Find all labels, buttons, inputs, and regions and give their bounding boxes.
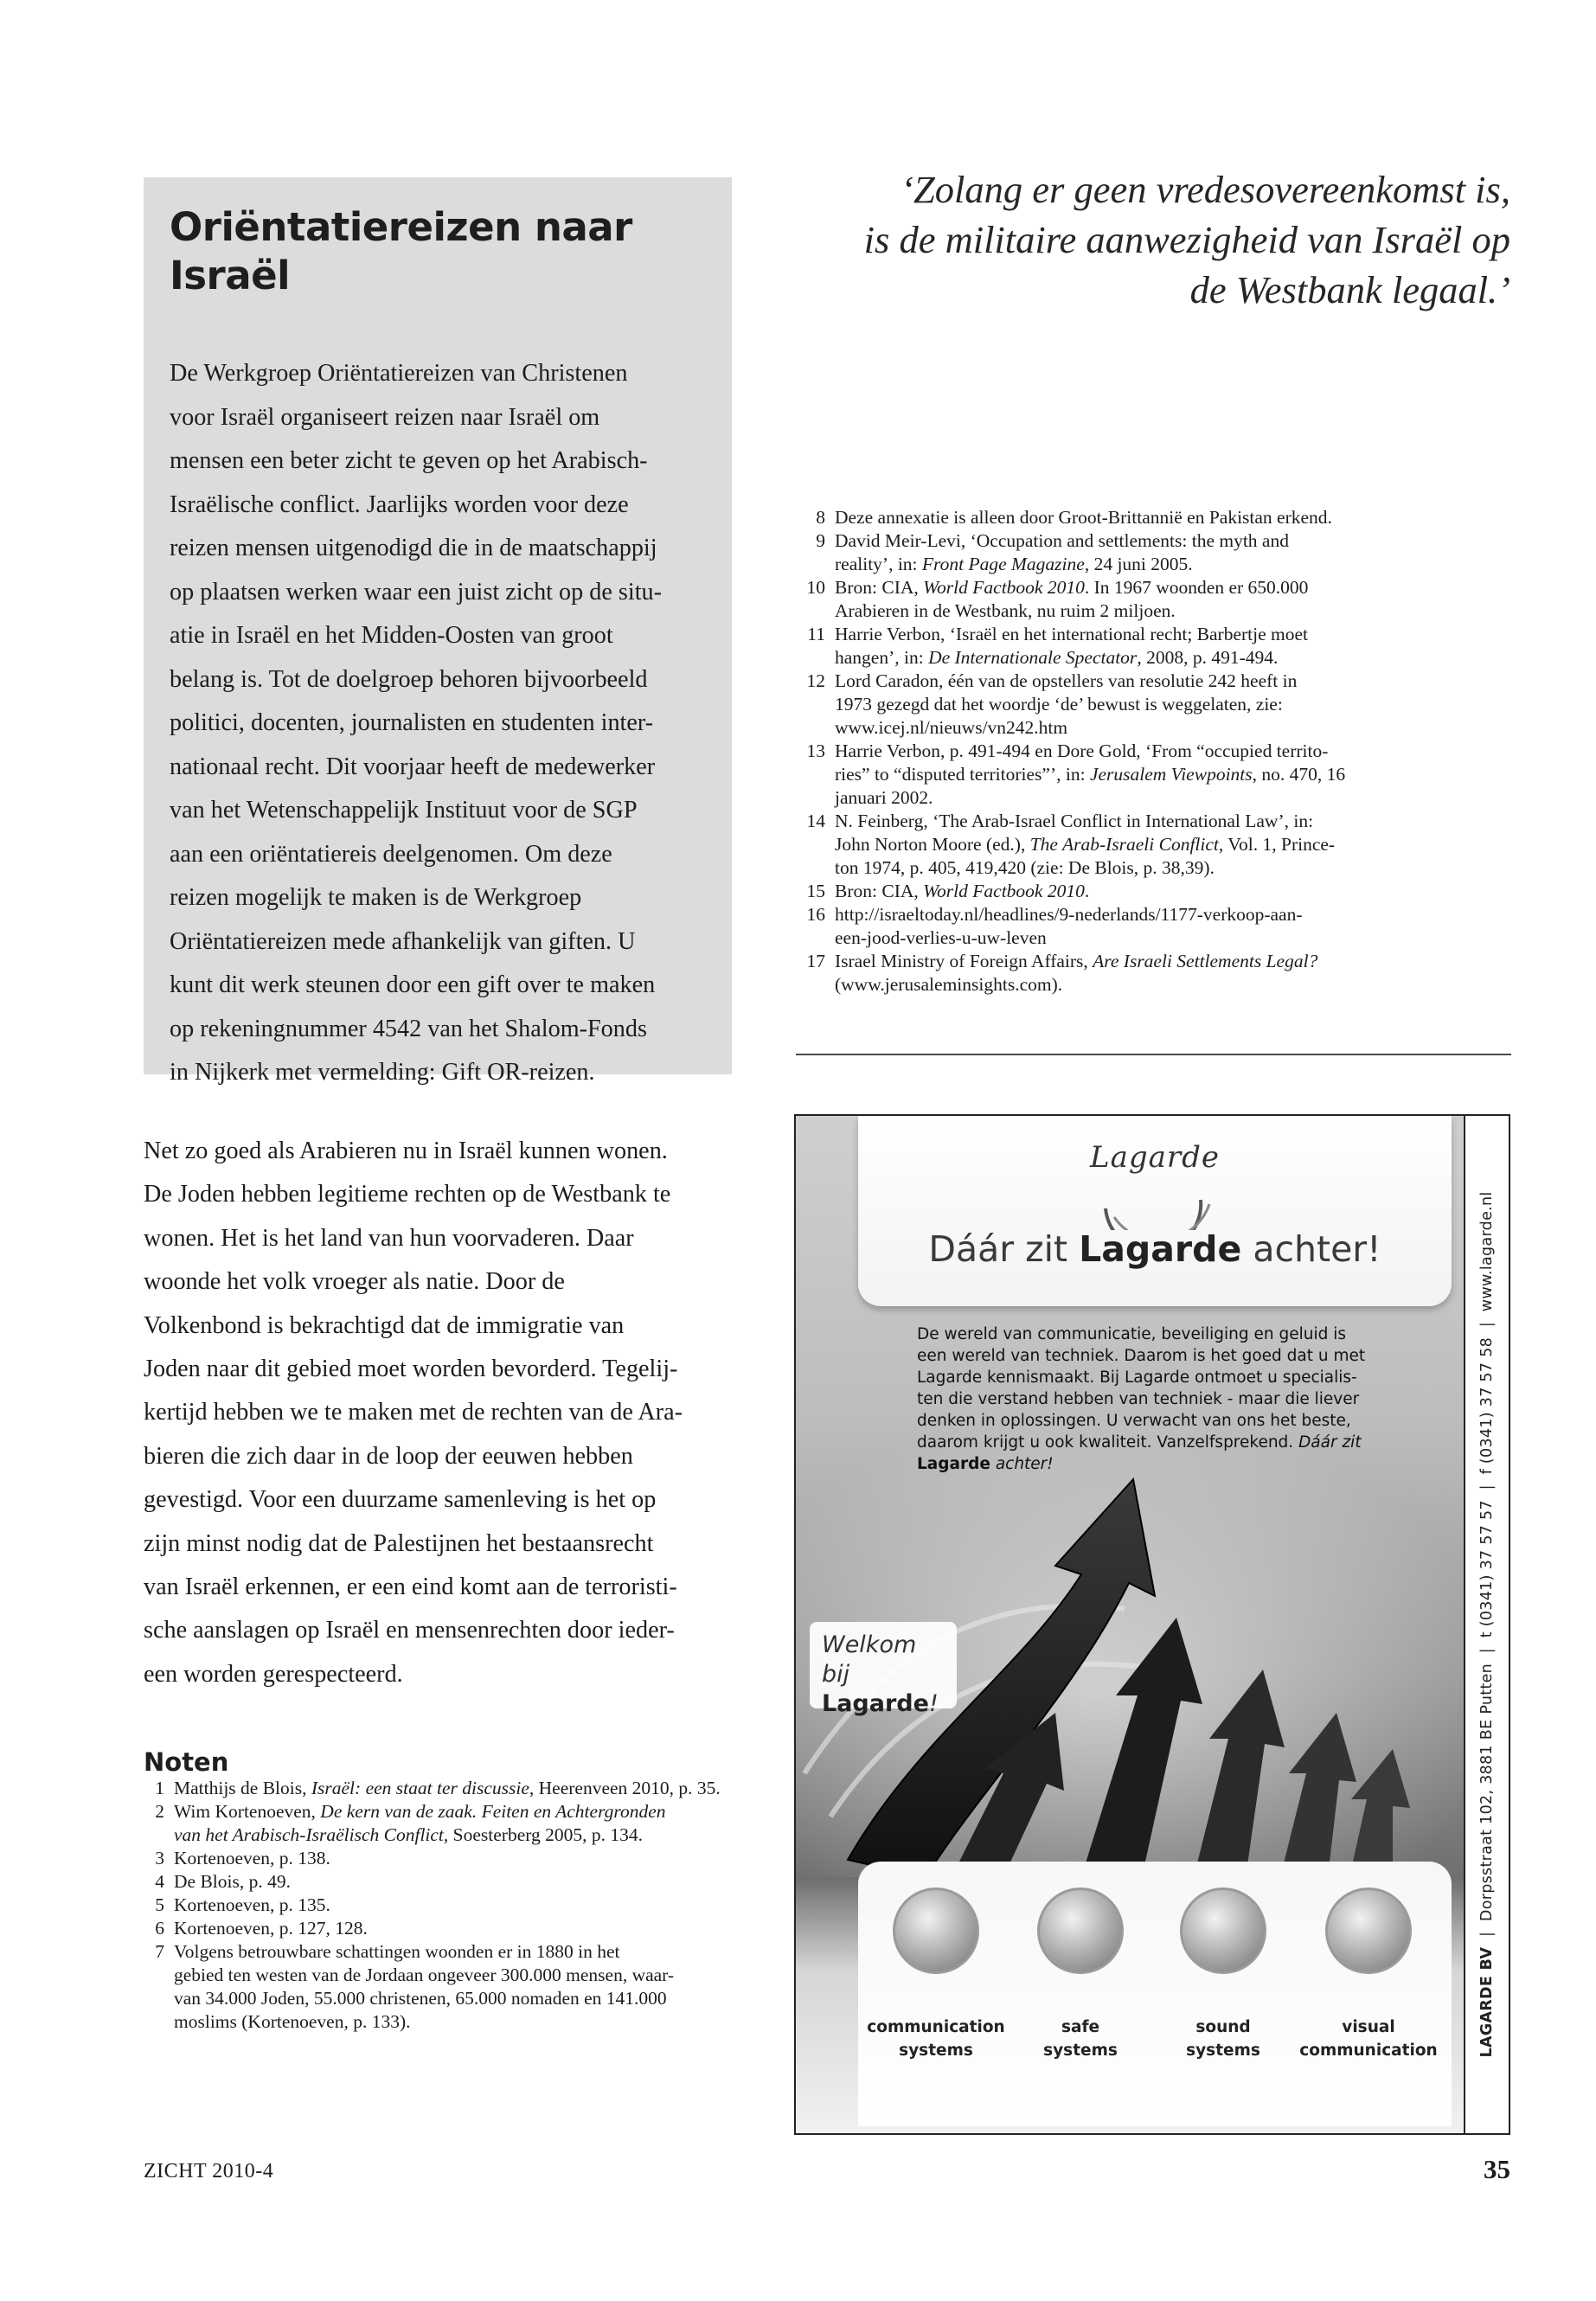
footer-publication: ZICHT 2010-4 [144, 2160, 274, 2182]
info-line: kunt dit werk steunen door een gift over te maken [170, 971, 656, 998]
company-fax: f (0341) 37 57 58 [1478, 1336, 1496, 1475]
footnote-number: 7 [155, 1941, 164, 1962]
service-communication [867, 1888, 1005, 2062]
contact-details: LAGARDE BV | Dorpsstraat 102, 3881 BE Putten | t (0341) 37 57 57 | f (0341) 37 57 58 | www.lagarde.nl [1478, 1191, 1496, 2058]
ad-line: een wereld van techniek. Daarom is het goed dat u met [917, 1347, 1366, 1365]
body-line: bieren die zich daar in de loop der eeuwen hebben [144, 1442, 633, 1470]
welcome-text: bij [822, 1661, 850, 1688]
info-line: mensen een beter zicht te geven op het Arabisch- [170, 447, 648, 474]
footnote [796, 506, 1514, 529]
info-line: atie in Israël en het Midden-Oosten van groot [170, 622, 613, 649]
footnote-number: 10 [806, 577, 825, 598]
footnote [144, 1800, 740, 1847]
footnote-number: 8 [816, 507, 825, 528]
headline-text: Dáár zit [928, 1228, 1080, 1270]
footnote-number: 15 [806, 881, 825, 901]
footnote [144, 1847, 740, 1870]
footnote [796, 740, 1514, 810]
footnote-line: een-jood-verlies-u-uw-leven [835, 927, 1047, 948]
footnote-line: van 34.000 Joden, 55.000 christenen, 65.000 nomaden en 141.000 [174, 1988, 667, 2009]
info-line: reizen mogelijk te maken is de Werkgroep [170, 884, 582, 911]
footnote-line: Bron: CIA, World Factbook 2010. [835, 881, 1090, 901]
footnote [144, 1940, 740, 2034]
service-label: sound [1195, 2018, 1251, 2036]
ad-line: daarom krijgt u ook kwaliteit. Vanzelfsprekend. Dáár zit [917, 1433, 1362, 1452]
footnote [796, 950, 1514, 997]
footnote-number: 11 [807, 624, 825, 644]
footnote-line: hangen’, in: De Internationale Spectator, 2008, p. 491-494. [835, 647, 1279, 668]
info-line: in Nijkerk met vermelding: Gift OR-reizen. [170, 1059, 595, 1086]
footnote-line: reality’, in: Front Page Magazine, 24 juni 2005. [835, 554, 1193, 574]
footnote-line: Harrie Verbon, p. 491-494 en Dore Gold, ‘From “occupied territo- [835, 740, 1329, 761]
service-label: systems [1186, 2041, 1260, 2060]
footnote-line: Harrie Verbon, ‘Israël en het international recht; Barbertje moet [835, 624, 1309, 644]
footnote [796, 576, 1514, 623]
info-line: op rekeningnummer 4542 van het Shalom-Fonds [170, 1015, 647, 1042]
ad-line: De wereld van communicatie, beveiliging en geluid is [917, 1325, 1347, 1343]
footnote-line: Wim Kortenoeven, De kern van de zaak. Feiten en Achtergronden [174, 1801, 666, 1822]
lagarde-logo: Lagarde [1089, 1140, 1221, 1175]
welcome-text: ! [928, 1690, 939, 1717]
footnote-line: ries” to “disputed territories”’, in: Jerusalem Viewpoints, no. 470, 16 [835, 764, 1346, 785]
footnote-line: Israel Ministry of Foreign Affairs, Are Israeli Settlements Legal? [835, 951, 1318, 971]
pull-quote [779, 164, 1510, 315]
footnote-line: Deze annexatie is alleen door Groot-Brittannië en Pakistan erkend. [835, 507, 1332, 528]
footnotes-left [144, 1777, 740, 2034]
footnote [144, 1870, 740, 1894]
body-text [144, 1130, 740, 1696]
footnote-line: ton 1974, p. 405, 419,420 (zie: De Blois, p. 38,39). [835, 857, 1215, 878]
footnote-line: Kortenoeven, p. 127, 128. [174, 1918, 368, 1939]
company-phone: t (0341) 37 57 57 [1478, 1500, 1496, 1638]
service-label: safe [1061, 2018, 1100, 2036]
footnotes-right [796, 506, 1514, 997]
footnote-line: januari 2002. [835, 787, 933, 808]
info-box [144, 177, 732, 1086]
service-label: communication [1299, 2041, 1438, 2060]
footnote-number: 1 [155, 1778, 164, 1798]
info-line: politici, docenten, journalisten en studenten inter- [170, 709, 654, 736]
info-line: Israëlische conflict. Jaarlijks worden voor deze [170, 490, 629, 518]
welcome-line [822, 1660, 957, 1719]
service-photo-icon [1180, 1888, 1266, 1974]
ad-line: denken in oplossingen. U verwacht van ons het beste, [917, 1412, 1351, 1430]
footnote-line: Kortenoeven, p. 135. [174, 1894, 330, 1915]
ad-headline [858, 1228, 1452, 1270]
footnote-line: van het Arabisch-Israëlisch Conflict, Soesterberg 2005, p. 134. [174, 1824, 644, 1845]
info-line: nationaal recht. Dit voorjaar heeft de medewerker [170, 753, 656, 780]
ad-header-panel [858, 1116, 1452, 1306]
footnote [796, 880, 1514, 903]
service-label: communication [867, 2018, 1005, 2036]
footnote-line: 1973 gezegd dat het woordje ‘de’ bewust is weggelaten, zie: [835, 694, 1283, 715]
ad-line: ten die verstand hebben van techniek - maar die liever [917, 1390, 1360, 1408]
body-line: een worden gerespecteerd. [144, 1660, 403, 1688]
footnote [796, 623, 1514, 670]
footnote-line: Arabieren in de Westbank, nu ruim 2 miljoen. [835, 600, 1176, 621]
service-photo-icon [1325, 1888, 1412, 1974]
footnote [796, 529, 1514, 576]
footnote-line: www.icej.nl/nieuws/vn242.htm [835, 717, 1068, 738]
body-line: Volkenbond is bekrachtigd dat de immigratie van [144, 1311, 625, 1339]
footnote [144, 1917, 740, 1940]
footnote-number: 3 [155, 1848, 164, 1868]
footnote-line: Bron: CIA, World Factbook 2010. In 1967 woonden er 650.000 [835, 577, 1309, 598]
service-safe [1011, 1888, 1150, 2062]
footnote-line: David Meir-Levi, ‘Occupation and settlements: the myth and [835, 530, 1289, 551]
ad-contact-strip [1464, 1116, 1509, 2133]
body-line: kertijd hebben we te maken met de rechten van de Ara- [144, 1399, 683, 1426]
info-line: belang is. Tot de doelgroep behoren bijvoorbeeld [170, 665, 648, 693]
footnote-number: 9 [816, 530, 825, 551]
body-line: gevestigd. Voor een duurzame samenleving is het op [144, 1486, 657, 1514]
footnote-number: 14 [806, 811, 825, 831]
welcome-brand: Lagarde [822, 1690, 929, 1717]
footnote-line: N. Feinberg, ‘The Arab-Israel Conflict in International Law’, in: [835, 811, 1314, 831]
company-address: Dorpsstraat 102, 3881 BE Putten [1478, 1663, 1496, 1922]
info-line: Oriëntatiereizen mede afhankelijk van giften. U [170, 927, 636, 955]
body-line: zijn minst nodig dat de Palestijnen het bestaansrecht [144, 1529, 654, 1557]
footnote-line: Volgens betrouwbare schattingen woonden er in 1880 in het [174, 1941, 620, 1962]
info-line: voor Israël organiseert reizen naar Israël om [170, 403, 600, 431]
footnote-number: 17 [806, 951, 825, 971]
footnote-line: De Blois, p. 49. [174, 1871, 291, 1892]
headline-brand: Lagarde [1079, 1228, 1242, 1270]
footnote [796, 810, 1514, 880]
notes-heading: Noten [144, 1747, 229, 1777]
info-line: aan een oriëntatiereis deelgenomen. Om deze [170, 840, 612, 868]
quote-line: ‘Zolang er geen vredesovereenkomst is, [901, 168, 1510, 211]
body-line: woonde het volk vroeger als natie. Door de [144, 1268, 565, 1296]
service-label: systems [899, 2041, 973, 2060]
info-line: van het Wetenschappelijk Instituut voor de SGP [170, 797, 638, 824]
footnote-number: 16 [806, 904, 825, 925]
company-website: www.lagarde.nl [1478, 1191, 1496, 1312]
footnote-line: Matthijs de Blois, Israël: een staat ter discussie, Heerenveen 2010, p. 35. [174, 1778, 721, 1798]
service-photo-icon [893, 1888, 979, 1974]
footnote-line: John Norton Moore (ed.), The Arab-Israeli Conflict, Vol. 1, Prince- [835, 834, 1336, 855]
footnote-number: 4 [155, 1871, 164, 1892]
welcome-line: Welkom [822, 1631, 917, 1658]
service-photo-icon [1037, 1888, 1124, 1974]
footnote-line: Lord Caradon, één van de opstellers van resolutie 242 heeft in [835, 670, 1298, 691]
ad-body-text [917, 1324, 1401, 1475]
info-line: De Werkgroep Oriëntatiereizen van Christenen [170, 360, 628, 387]
services-panel [858, 1862, 1452, 2126]
headline-text: achter! [1241, 1228, 1381, 1270]
quote-line: de Westbank legaal.’ [1189, 268, 1510, 311]
footnote-number: 5 [155, 1894, 164, 1915]
footnote-line: Kortenoeven, p. 138. [174, 1848, 330, 1868]
footnote-line: http://israeltoday.nl/headlines/9-nederlands/1177-verkoop-aan- [835, 904, 1303, 925]
info-box-title: Oriëntatiereizen naar Israël [170, 204, 632, 298]
company-name: LAGARDE BV [1478, 1946, 1496, 2058]
footnote [144, 1894, 740, 1917]
body-line: De Joden hebben legitieme rechten op de Westbank te [144, 1181, 671, 1208]
service-sound [1154, 1888, 1292, 2062]
ad-line: Lagarde kennismaakt. Bij Lagarde ontmoet u specialis- [917, 1368, 1357, 1387]
service-label: visual [1342, 2018, 1395, 2036]
footnote [796, 903, 1514, 950]
quote-line: is de militaire aanwezigheid van Israël op [863, 218, 1510, 261]
footnote-number: 6 [155, 1918, 164, 1939]
ad-line: Lagarde achter! [917, 1455, 1054, 1473]
footnote-line: (www.jerusaleminsights.com). [835, 974, 1063, 995]
info-line: reizen mensen uitgenodigd die in de maatschappij [170, 535, 657, 561]
footnote-line: moslims (Kortenoeven, p. 133). [174, 2011, 411, 2032]
body-line: wonen. Het is het land van hun voorvaderen. Daar [144, 1224, 634, 1252]
footnote-number: 2 [155, 1801, 164, 1822]
footnote-number: 12 [806, 670, 825, 691]
divider [796, 1054, 1511, 1055]
footnote [796, 670, 1514, 740]
info-line: op plaatsen werken waar een juist zicht op de situ- [170, 578, 663, 606]
lagarde-advertisement [794, 1114, 1510, 2135]
body-line: van Israël erkennen, er een eind komt aan de terroristi- [144, 1574, 677, 1601]
footnote [144, 1777, 740, 1800]
body-line: sche aanslagen op Israël en mensenrechten door ieder- [144, 1617, 675, 1644]
info-box-text [170, 352, 708, 1095]
welcome-badge [810, 1622, 957, 1717]
page-number: 35 [1484, 2154, 1510, 2184]
service-label: systems [1043, 2041, 1118, 2060]
footnote-number: 13 [806, 740, 825, 761]
footnote-line: gebied ten westen van de Jordaan ongeveer 300.000 mensen, waar- [174, 1965, 675, 1985]
service-visual [1299, 1888, 1438, 2062]
body-line: Joden naar dit gebied moet worden bevorderd. Tegelij- [144, 1356, 678, 1383]
body-line: Net zo goed als Arabieren nu in Israël kunnen wonen. [144, 1138, 668, 1164]
